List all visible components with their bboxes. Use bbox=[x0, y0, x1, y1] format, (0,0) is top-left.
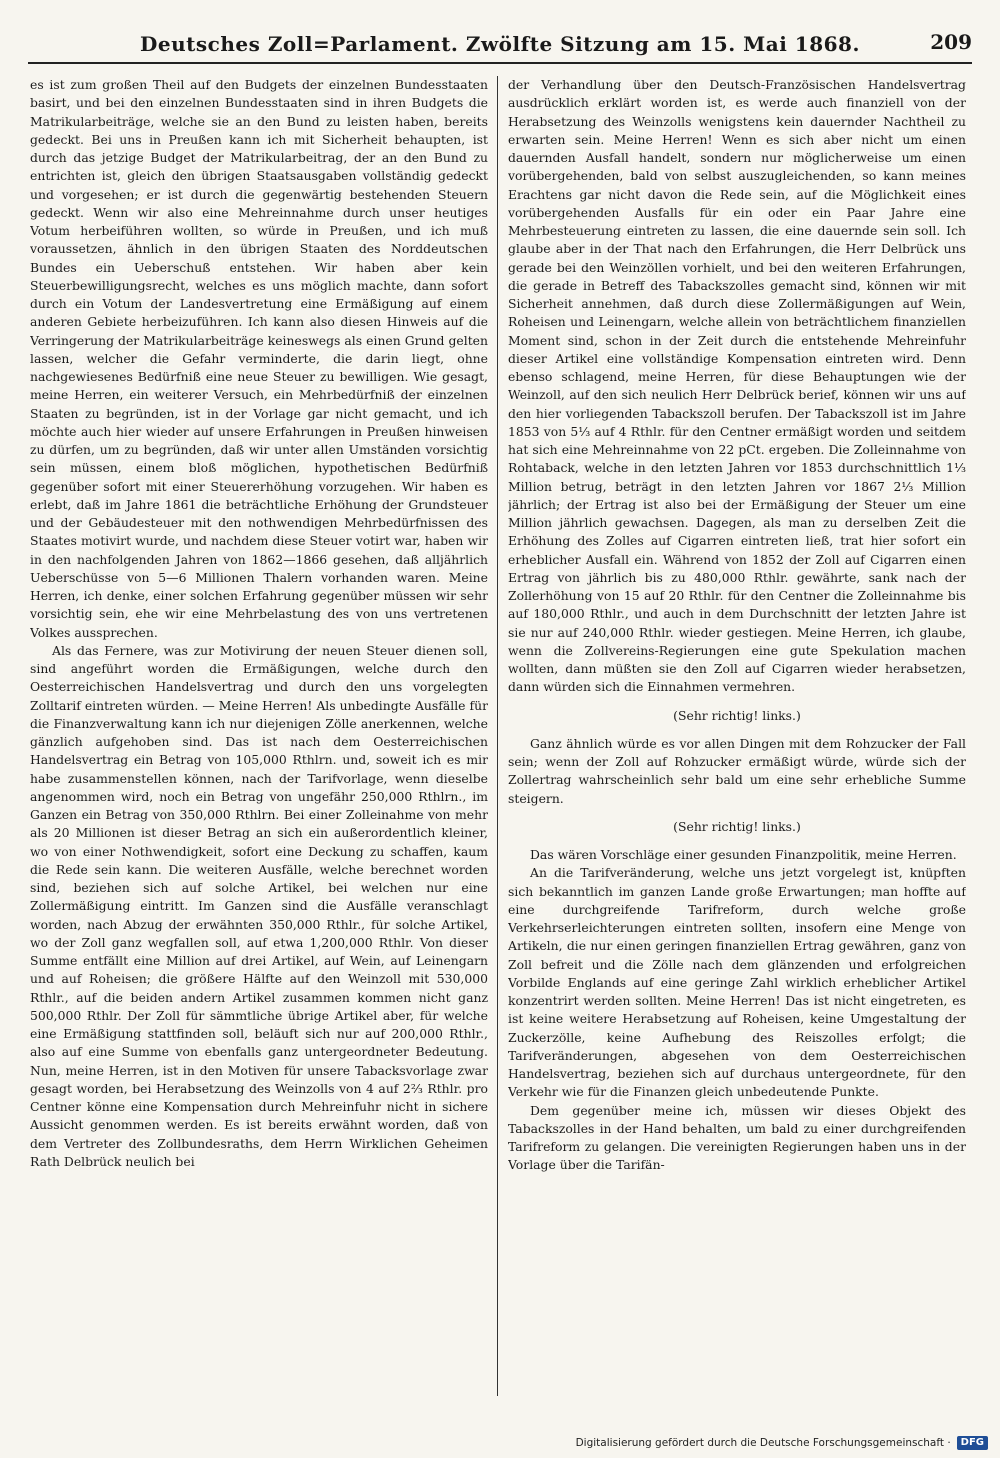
column-divider bbox=[497, 76, 498, 1396]
running-title: Deutsches Zoll=Parlament. Zwölfte Sitzung am 15. Mai 1868. bbox=[140, 32, 860, 56]
interjection-1: (Sehr richtig! links.) bbox=[673, 707, 801, 723]
left-paragraph-1: es ist zum großen Theil auf den Budgets der einzelnen Bundesstaaten basirt, und bei den einzelnen Bundesstaaten sind in ihren Budgets die Matrikularbeiträge, welche sie an den Bund zu leisten haben, bereits gedeckt. Bei uns in Preußen kann ich mit Sicherheit behaupten, ist durch das jetzige Budget der Matrikularbeitrag, der an den Bund zu entrichten ist, gleich den übrigen Staatsausgaben vollständig gedeckt und vorgesehen; er ist durch die gegenwärtig bestehenden Steuern gedeckt. Wenn wir also eine Mehreinnahme durch unser heutiges Votum herbeiführen wollten, so würde in Preußen, und ich muß voraussetzen, ähnlich in den übrigen Staaten des Norddeutschen Bundes ein Ueberschuß entstehen. Wir haben aber kein Steuerbewilligungsrecht, welches es uns möglich machte, dann sofort durch ein Votum der Landesvertretung eine Ermäßigung auf einem anderen Gebiete herbeizuführen. Ich kann also diesen Hinweis auf die Verringerung der Matrikularbeiträge keineswegs als einen Grund gelten lassen, welcher die Gefahr verminderte, die darin liegt, ohne nachgewiesenes Bedürfniß eine neue Steuer zu bewilligen. Wie gesagt, meine Herren, ein weiterer Versuch, ein Mehrbedürfniß der einzelnen Staaten zu begründen, ist in der Vorlage gar nicht gemacht, und ich möchte auch hier wieder auf unsere Erfahrungen in Preußen hinweisen zu dürfen, um zu begründen, daß wir unter allen Umständen vorsichtig sein müssen, einem bloß möglichen, hypothetischen Bedürfniß gegenüber sofort mit einer Steuererhöhung vorzugehen. Wir haben es erlebt, daß im Jahre 1861 die beträchtliche Erhöhung der Grundsteuer und der Gebäudesteuer mit den nothwendigen Mehrbedürfnissen des Staates motivirt wurde, und nachdem diese Steuer votirt war, haben wir in den nachfolgenden Jahren von 1862—1866 gesehen, daß alljährlich Ueberschüsse von 5—6 Millionen Thalern vorhanden waren. Meine Herren, ich denke, einer solchen Erfahrung gegenüber müssen wir sehr vorsichtig sein, ehe wir eine Mehrbelastung des von uns vertretenen Volkes aussprechen. bbox=[30, 77, 488, 640]
right-paragraph-4: An die Tarifveränderung, welche uns jetzt vorgelegt ist, knüpften sich bekanntlich im ganzen Lande große Erwartungen; man hoffte auf eine durchgreifende Tarifreform, durch welche große Verkehrserleichterungen eintreten sollten, insofern eine Menge von Artikeln, die nur einen geringen finanziellen Ertrag gewähren, ganz von Zoll befreit und die Zölle nach dem glänzenden und erfolgreichen Vorbilde Englands auf eine geringe Zahl wirklich erheblicher Artikel konzentrirt werden sollten. Meine Herren! Das ist nicht eingetreten, es ist keine weitere Herabsetzung auf Roheisen, keine Umgestaltung der Zuckerzölle, keine Aufhebung des Reiszolles erfolgt; die Tarifveränderungen, abgesehen von dem Oesterreichischen Handelsvertrag, beziehen sich auf durchaus untergeordnete, für den Verkehr wie für die Finanzen gleich unbedeutende Punkte. bbox=[508, 865, 966, 1100]
right-column bbox=[508, 76, 966, 1398]
left-column bbox=[30, 76, 488, 1398]
digitization-footer bbox=[576, 1436, 988, 1450]
right-paragraph-1: der Verhandlung über den Deutsch-Französischen Handelsvertrag ausdrücklich erklärt worden ist, es werde auch finanziell von der Herabsetzung des Weinzolls wenigstens kein dauernder Nachtheil zu erwarten sein. Meine Herren! Wenn es sich aber nicht um einen dauernden Ausfall handelt, sondern nur möglicherweise um einen vorübergehenden, bald von selbst auszugleichenden, so kann meines Erachtens gar nicht davon die Rede sein, auf die Möglichkeit eines vorübergehenden Ausfalls für ein oder ein Paar Jahre eine Mehrbesteuerung eintreten zu lassen, die eine dauernde sein soll. Ich glaube aber in der That nach den Erfahrungen, die Herr Delbrück uns gerade bei den Weinzöllen vorhielt, und bei den weiteren Erfahrungen, die gerade in Betreff des Tabackszolles gemacht sind, können wir mit Sicherheit annehmen, daß durch diese Zollermäßigungen auf Wein, Roheisen und Leinengarn, welche allein von beträchtlichem finanziellen Moment sind, schon in der Zeit durch die entstehende Mehreinfuhr dieser Artikel eine vollständige Kompensation eintreten wird. Denn ebenso schlagend, meine Herren, für diese Behauptungen wie der Weinzoll, auf den sich neulich Herr Delbrück berief, können wir uns auf den hier vorliegenden Tabackszoll berufen. Der Tabackszoll ist im Jahre 1853 von 5⅓ auf 4 Rthlr. für den Centner ermäßigt worden und seitdem hat sich eine Mehreinnahme von 22 pCt. ergeben. Die Zolleinnahme von Rohtaback, welche in den letzten Jahren vor 1853 durchschnittlich 1⅓ Million betrug, beträgt in den letzten Jahren vor 1867 2⅓ Million jährlich; der Ertrag ist also bei der Ermäßigung der Steuer um eine Million jährlich gewachsen. Dagegen, als man zu derselben Zeit die Erhöhung des Zolles auf Cigarren eintreten ließ, trat hier sofort ein erheblicher Ausfall ein. Während von 1852 der Zoll auf Cigarren einen Ertrag von jährlich bis zu 480,000 Rthlr. gewährte, sank nach der Zollerhöhung von 15 auf 20 Rthlr. für den Centner die Zolleinnahme bis auf 180,000 Rthlr., und auch in dem Durchschnitt der letzten Jahre ist sie nur auf 240,000 Rthlr. wieder gestiegen. Meine Herren, ich glaube, wenn die Zollvereins-Regierungen eine gute Spekulation machen wollten, dann müßten sie den Zoll auf Cigarren wieder herabsetzen, dann würden sich die Einnahmen vermehren. bbox=[508, 77, 966, 695]
left-paragraph-2: Als das Fernere, was zur Motivirung der neuen Steuer dienen soll, sind angeführt worden die Ermäßigungen, welche durch den Oesterreichischen Handelsvertrag und durch den uns vorgelegten Zolltarif eintreten würden. — Meine Herren! Als unbedingte Ausfälle für die Finanzverwaltung kann ich nur diejenigen Zölle anerkennen, welche gänzlich aufgehoben sind. Das ist nach dem Oesterreichischen Handelsvertrag ein Betrag von 105,000 Rthlrn. und, soweit ich es mir habe zusammenstellen können, nach der Tarifvorlage, wenn dieselbe angenommen wird, noch ein Betrag von ungefähr 250,000 Rthlrn., im Ganzen ein Betrag von 350,000 Rthlrn. Bei einer Zolleinahme von mehr als 20 Millionen ist dieser Betrag an sich ein außerordentlich kleiner, wo von einer Nothwendigkeit, sofort eine Deckung zu schaffen, kaum die Rede sein kann. Die weiteren Ausfälle, welche berechnet worden sind, beziehen sich auf solche Artikel, bei welchen nur eine Zollermäßigung eintritt. Im Ganzen sind die Ausfälle veranschlagt worden, nach Abzug der erwähnten 350,000 Rthlr., für solche Artikel, wo der Zoll ganz wegfallen soll, auf etwa 1,200,000 Rthlr. Von dieser Summe entfällt eine Million auf drei Artikel, auf Wein, auf Leinengarn und auf Roheisen; die größere Hälfte auf den Weinzoll mit 530,000 Rthlr., auf die beiden andern Artikel zusammen kommen nicht ganz 500,000 Rthlr. Der Zoll für sämmtliche übrige Artikel aber, für welche eine Ermäßigung stattfinden soll, beläuft sich nur auf 200,000 Rthlr., also auf eine Summe von ebenfalls ganz untergeordneter Bedeutung. Nun, meine Herren, ist in den Motiven für unsere Tabacksvorlage zwar gesagt worden, bei Herabsetzung des Weinzolls von 4 auf 2⅔ Rthlr. pro Centner könne eine Kompensation durch Mehreinfuhr nicht in sichere Aussicht genommen werden. Es ist bereits erwähnt worden, daß von dem Vertreter des Zollbundesraths, dem Herrn Wirklichen Geheimen Rath Delbrück neulich bei bbox=[30, 642, 488, 1169]
page-header bbox=[28, 28, 972, 64]
right-paragraph-5: Dem gegenüber meine ich, müssen wir dieses Objekt des Tabackszolles in der Hand behalten, um bald zu einer durchgreifenden Tarifreform zu gelangen. Die vereinigten Regierungen haben uns in der Vorlage über die Tarifän- bbox=[508, 1102, 966, 1173]
footer-credit: Digitalisierung gefördert durch die Deutsche Forschungsgemeinschaft · bbox=[575, 1437, 951, 1449]
page-number: 209 bbox=[930, 30, 972, 54]
interjection-2: (Sehr richtig! links.) bbox=[673, 818, 801, 834]
dfg-logo: DFG bbox=[957, 1436, 988, 1450]
right-paragraph-3: Das wären Vorschläge einer gesunden Finanzpolitik, meine Herren. bbox=[530, 847, 957, 862]
right-paragraph-2: Ganz ähnlich würde es vor allen Dingen mit dem Rohzucker der Fall sein; wenn der Zoll auf Rohzucker ermäßigt würde, würde sich der Zollertrag wahrscheinlich sehr bald um eine sehr erhebliche Summe steigern. bbox=[508, 735, 966, 806]
